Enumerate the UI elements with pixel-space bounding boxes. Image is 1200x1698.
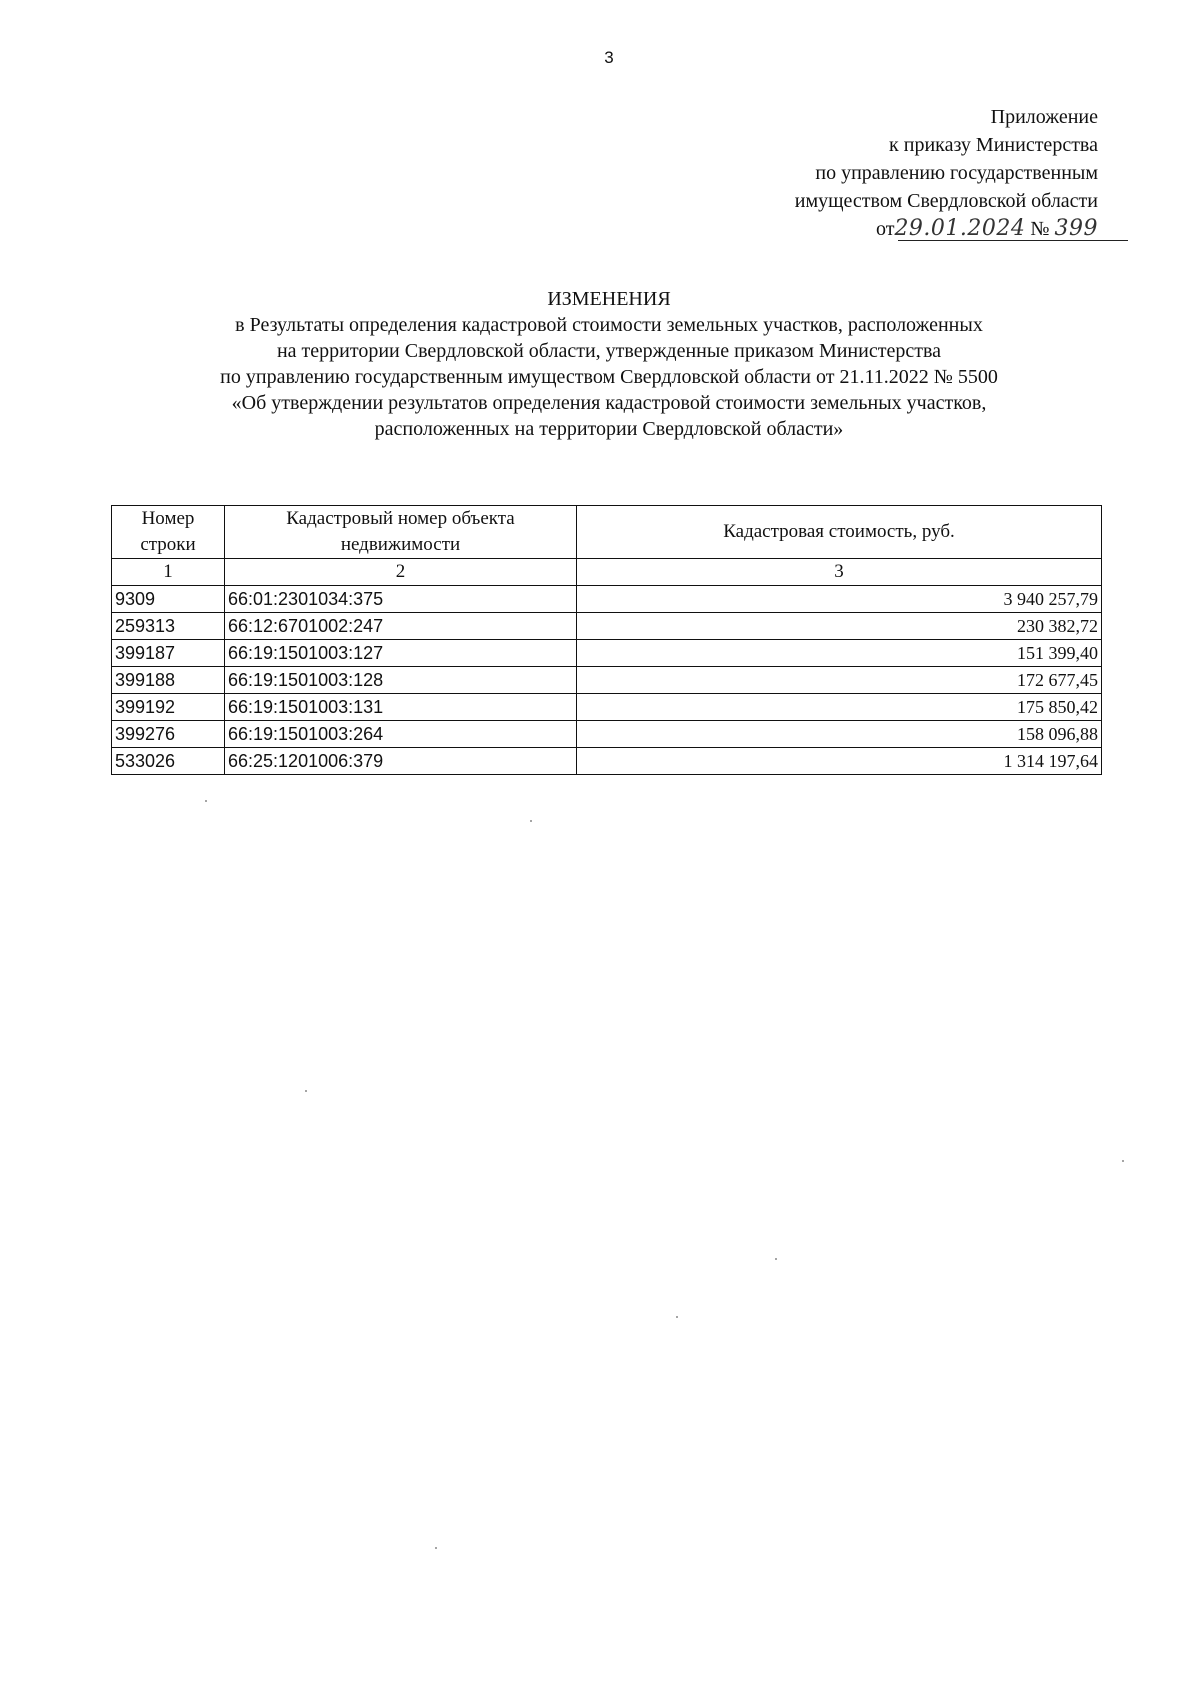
table-row <box>112 721 1102 748</box>
page-number: 3 <box>604 48 614 67</box>
column-number-3: 3 <box>577 559 1102 586</box>
table-row <box>112 640 1102 667</box>
signature-underline <box>898 240 1128 241</box>
table-row <box>112 586 1102 613</box>
table-row <box>112 667 1102 694</box>
cadastral-value-cell: 151 399,40 <box>577 640 1102 667</box>
row-number-cell: 259313 <box>112 613 225 640</box>
scan-speck <box>676 1316 678 1318</box>
document-title: ИЗМЕНЕНИЯ <box>547 288 671 310</box>
appendix-block <box>795 103 1098 243</box>
cadastral-value-cell: 172 677,45 <box>577 667 1102 694</box>
row-number-cell: 9309 <box>112 586 225 613</box>
scan-speck <box>435 1547 437 1549</box>
cadastral-number-cell: 66:25:1201006:379 <box>225 748 577 775</box>
cadastral-number-cell: 66:19:1501003:131 <box>225 694 577 721</box>
cadastral-value-cell: 175 850,42 <box>577 694 1102 721</box>
handwritten-number: 399 <box>1054 216 1098 241</box>
row-number-cell: 399192 <box>112 694 225 721</box>
table-column-numbers-row <box>112 559 1102 586</box>
row-number-cell: 533026 <box>112 748 225 775</box>
cadastral-number-cell: 66:19:1501003:127 <box>225 640 577 667</box>
column-number-2: 2 <box>225 559 577 586</box>
heading-line-5: расположенных на территории Свердловской области» <box>374 418 844 440</box>
scan-speck <box>1122 1160 1124 1162</box>
heading-line-2: на территории Свердловской области, утвержденные приказом Министерства <box>276 340 942 362</box>
row-number-cell: 399187 <box>112 640 225 667</box>
heading-line-4: «Об утверждении результатов определения кадастровой стоимости земельных участков, <box>231 392 987 414</box>
scan-speck <box>530 820 532 822</box>
cadastral-number-cell: 66:19:1501003:264 <box>225 721 577 748</box>
appendix-date-line <box>795 215 1098 243</box>
appendix-line-2: к приказу Министерства <box>889 134 1098 156</box>
cadastral-value-cell: 230 382,72 <box>577 613 1102 640</box>
scan-speck <box>205 800 207 802</box>
scan-speck <box>305 1090 307 1092</box>
column-number-1: 1 <box>112 559 225 586</box>
heading-line-1: в Результаты определения кадастровой стоимости земельных участков, расположенных <box>235 314 983 336</box>
number-prefix: № <box>1030 218 1050 240</box>
cadastral-value-cell: 158 096,88 <box>577 721 1102 748</box>
table-header-row <box>112 506 1102 559</box>
document-heading <box>0 286 1200 442</box>
header-cadastral-number: Кадастровый номер объекта недвижимости <box>225 506 577 559</box>
cadastral-value-cell: 3 940 257,79 <box>577 586 1102 613</box>
header-row-number: Номер строки <box>112 506 225 559</box>
heading-line-3: по управлению государственным имуществом Свердловской области от 21.11.2022 № 5500 <box>220 366 998 388</box>
date-prefix: от <box>875 218 895 240</box>
cadastral-number-cell: 66:01:2301034:375 <box>225 586 577 613</box>
table-row <box>112 694 1102 721</box>
header-cadastral-value: Кадастровая стоимость, руб. <box>577 506 1102 559</box>
scan-speck <box>775 1258 777 1260</box>
row-number-cell: 399276 <box>112 721 225 748</box>
handwritten-date: 29.01.2024 <box>894 216 1026 241</box>
cadastral-number-cell: 66:12:6701002:247 <box>225 613 577 640</box>
appendix-line-4: имуществом Свердловской области <box>794 190 1098 212</box>
appendix-line-1: Приложение <box>990 106 1098 128</box>
table-row <box>112 748 1102 775</box>
cadastral-value-cell: 1 314 197,64 <box>577 748 1102 775</box>
cadastral-value-table <box>111 505 1102 775</box>
appendix-line-3: по управлению государственным <box>815 162 1098 184</box>
table-row <box>112 613 1102 640</box>
cadastral-number-cell: 66:19:1501003:128 <box>225 667 577 694</box>
row-number-cell: 399188 <box>112 667 225 694</box>
